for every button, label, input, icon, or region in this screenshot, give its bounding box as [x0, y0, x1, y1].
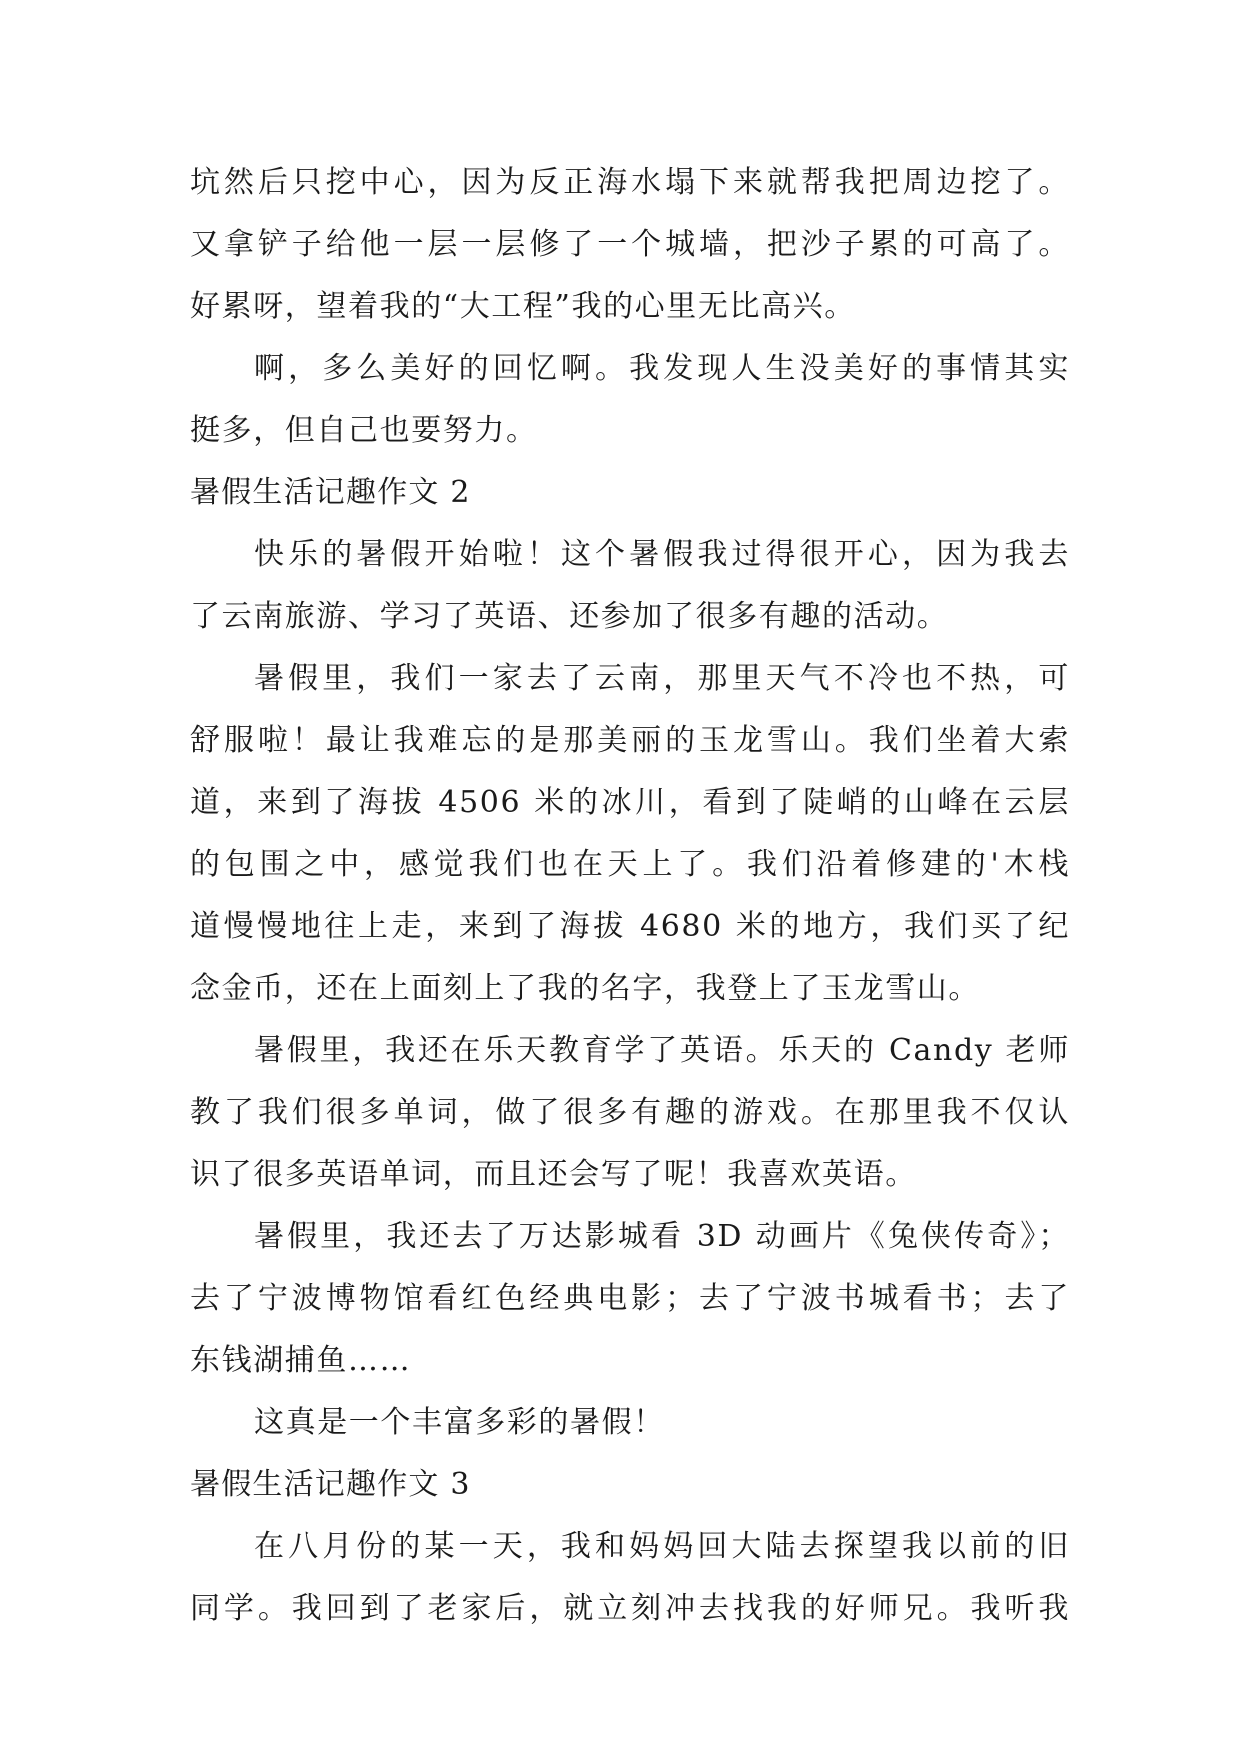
- section-heading: 暑假生活记趣作文 3: [190, 1467, 471, 1502]
- paragraph-line: 暑假里，我还去了万达影城看 3D 动画片《兔侠传奇》；: [254, 1219, 1070, 1254]
- paragraph-line: 舒服啦！最让我难忘的是那美丽的玉龙雪山。我们坐着大索: [190, 723, 1070, 758]
- paragraph-line: 识了很多英语单词，而且还会写了呢！我喜欢英语。: [190, 1157, 917, 1192]
- paragraph-line: 同学。我回到了老家后，就立刻冲去找我的好师兄。我听我: [190, 1591, 1070, 1626]
- paragraph-line: 暑假里，我还在乐天教育学了英语。乐天的 Candy 老师: [254, 1033, 1070, 1068]
- paragraph-line: 在八月份的某一天，我和妈妈回大陆去探望我以前的旧: [254, 1529, 1070, 1564]
- paragraph-line: 挺多，但自己也要努力。: [190, 413, 538, 448]
- paragraph-line: 了云南旅游、学习了英语、还参加了很多有趣的活动。: [190, 599, 949, 634]
- paragraph-line: 又拿铲子给他一层一层修了一个城墙，把沙子累的可高了。: [190, 227, 1070, 262]
- paragraph-line: 好累呀，望着我的“大工程”我的心里无比高兴。: [190, 289, 856, 324]
- paragraph-line: 道慢慢地往上走，来到了海拔 4680 米的地方，我们买了纪: [190, 909, 1070, 944]
- paragraph-line: 教了我们很多单词，做了很多有趣的游戏。在那里我不仅认: [190, 1095, 1070, 1130]
- paragraph-line: 啊，多么美好的回忆啊。我发现人生没美好的事情其实: [254, 351, 1070, 386]
- paragraph-line: 东钱湖捕鱼……: [190, 1343, 412, 1378]
- paragraph-line: 去了宁波博物馆看红色经典电影；去了宁波书城看书；去了: [190, 1281, 1070, 1316]
- paragraph-line: 这真是一个丰富多彩的暑假！: [254, 1405, 665, 1440]
- paragraph-line: 道，来到了海拔 4506 米的冰川，看到了陡峭的山峰在云层: [190, 785, 1070, 820]
- paragraph-line: 坑然后只挖中心，因为反正海水塌下来就帮我把周边挖了。: [190, 165, 1070, 200]
- section-heading: 暑假生活记趣作文 2: [190, 475, 471, 510]
- paragraph-line: 念金币，还在上面刻上了我的名字，我登上了玉龙雪山。: [190, 971, 980, 1006]
- paragraph-line: 的包围之中，感觉我们也在天上了。我们沿着修建的'木栈: [190, 847, 1070, 882]
- paragraph-line: 暑假里，我们一家去了云南，那里天气不冷也不热，可: [254, 661, 1070, 696]
- paragraph-line: 快乐的暑假开始啦！这个暑假我过得很开心，因为我去: [254, 537, 1070, 572]
